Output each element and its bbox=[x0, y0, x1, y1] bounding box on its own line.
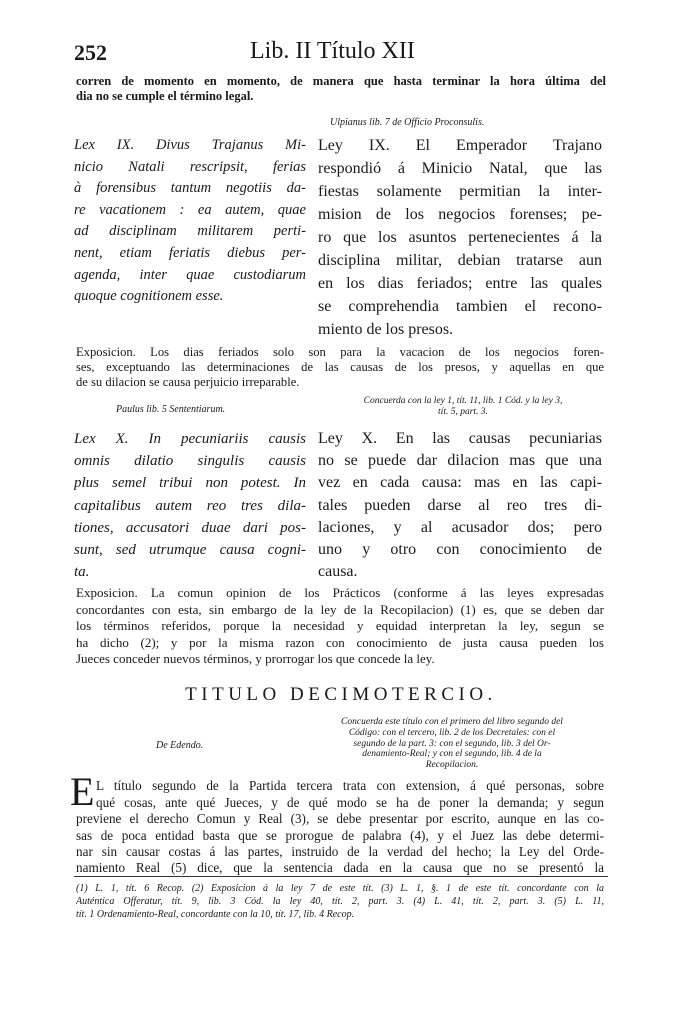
latin-line: agenda, inter quae custodiarum bbox=[74, 267, 306, 283]
footnote-line: Auténtica Offeratur, tít. 9, lib. 3 Cód. la ley 40, tít. 2, part. 3. (4) L. 41, tít. 2, part. 3. (5) L. 11, bbox=[76, 896, 604, 907]
title13-subject: De Edendo. bbox=[156, 740, 204, 751]
latin-line: sunt, sed utrumque causa cogni- bbox=[74, 542, 306, 558]
exposition-line: concordantes con esta, sin embargo de la ley de la Recopilacion) (1) es, que se deben dar bbox=[76, 602, 604, 617]
exposition-line: de su dilacion se causa perjuicio irreparable. bbox=[76, 375, 300, 389]
latin-line: plus semel tribui non potest. In bbox=[74, 475, 306, 491]
section-heading: TITULO DECIMOTERCIO. bbox=[185, 684, 497, 705]
exposition-line: Exposicion. La comun opinion de los Prácticos (conforme á las leyes expresadas bbox=[76, 585, 604, 600]
body-line: previene el derecho Comun y Real (3), se debe presentar por escrito, aunque en las co- bbox=[76, 811, 604, 826]
spanish-line: en los dias feriados; entre las quales bbox=[318, 275, 602, 292]
latin-line: ad disciplinam militarem perti- bbox=[74, 223, 306, 239]
concordance-line: Concuerda este título con el primero del libro segundo del bbox=[341, 717, 563, 727]
latin-line: Lex IX. Divus Trajanus Mi- bbox=[74, 137, 306, 153]
body-line: nar sin causar costas á las partes, instruido de la verdad del hecho; la Ley del Orde- bbox=[76, 844, 604, 859]
text-line: corren de momento en momento, de manera que hasta terminar la hora última del bbox=[76, 74, 606, 88]
spanish-line: miento de los presos. bbox=[318, 321, 454, 338]
running-title: Lib. II Título XII bbox=[250, 38, 415, 64]
law10-source: Paulus lib. 5 Sententiarum. bbox=[116, 404, 226, 415]
body-line: qué cosas, ante qué Jueces, y de qué modo se ha de poner la demanda; y segun bbox=[96, 795, 604, 810]
spanish-line: fiestas solamente permitian la inter- bbox=[318, 183, 602, 200]
footnote-divider bbox=[74, 876, 608, 877]
spanish-line: tales pueden darse al reo tres di- bbox=[318, 497, 602, 514]
concordance-line: Código: con el tercero, lib. 2 de los Decretales: con el bbox=[348, 727, 556, 738]
footnote-line: tít. 1 Ordenamiento-Real, concordante con la 10, tít. 17, lib. 4 Recop. bbox=[76, 909, 355, 920]
latin-line: à forensibus tantum negotiis da- bbox=[74, 180, 306, 196]
concordance-line: segundo de la part. 3: con el segundo, lib. 3 del Or- bbox=[353, 738, 551, 749]
concordance-line: Concuerda con la ley 1, tít. 11, lib. 1 Cód. y la ley 3, bbox=[363, 396, 563, 406]
latin-line: nicio Natali rescripsit, ferias bbox=[74, 159, 306, 175]
spanish-line: laciones, y al acusador dos; pero bbox=[318, 519, 602, 536]
spanish-line: no se puede dar dilacion mas que una bbox=[318, 452, 602, 469]
drop-cap: E bbox=[70, 769, 95, 814]
exposition-line: Exposicion. Los dias feriados solo son para la vacacion de los negocios foren- bbox=[76, 345, 604, 359]
exposition-line: ha dicho (2); y por la misma razon con conocimiento de justa causa pueden los bbox=[76, 635, 604, 650]
latin-line: capitalibus autem reo tres dila- bbox=[74, 498, 306, 514]
concordance-line: tít. 5, part. 3. bbox=[438, 407, 488, 417]
latin-line: re vacationem : ea autem, quae bbox=[74, 202, 306, 218]
concordance-line: Recopilacion. bbox=[425, 760, 479, 771]
spanish-line: Ley X. En las causas pecuniarias bbox=[318, 430, 602, 447]
text-line: dia no se cumple el término legal. bbox=[76, 89, 254, 103]
latin-line: quoque cognitionem esse. bbox=[74, 288, 224, 304]
spanish-line: causa. bbox=[318, 563, 358, 580]
footnote-line: (1) L. 1, tít. 6 Recop. (2) Exposicion á la ley 7 de este tít. (3) L. 1, §. 1 de este tít. concordante con la bbox=[76, 883, 604, 894]
spanish-line: Ley IX. El Emperador Trajano bbox=[318, 137, 602, 154]
exposition-line: ses, exceptuando las determinaciones de las causas de los presos, y aquellas en que bbox=[76, 360, 604, 374]
concordance-line: denamiento-Real; y con el segundo, lib. 4 de la bbox=[362, 749, 542, 760]
spanish-line: vez en cada causa: mas en las capi- bbox=[318, 474, 602, 491]
spanish-line: uno y otro con conocimiento de bbox=[318, 541, 602, 558]
spanish-line: ro que los asuntos pertenecientes á la bbox=[318, 229, 602, 246]
latin-line: tiones, accusatori duae dari pos- bbox=[74, 520, 306, 536]
latin-line: omnis dilatio singulis causis bbox=[74, 453, 306, 469]
title13-concordance bbox=[300, 717, 604, 771]
spanish-line: disciplina militar, debian tratarse aun bbox=[318, 252, 602, 269]
latin-line: Lex X. In pecuniariis causis bbox=[74, 431, 306, 447]
body-line: L título segundo de la Partida tercera trata con extension, á qué personas, sobre bbox=[96, 778, 604, 793]
exposition-line: Jueces conceder nuevos términos, y prorrogar los que concede la ley. bbox=[76, 651, 435, 666]
spanish-line: se comprehendia tambien el recono- bbox=[318, 298, 602, 315]
spanish-line: respondió á Minicio Natal, que las bbox=[318, 160, 602, 177]
law10-concordance bbox=[328, 396, 598, 418]
latin-line: ta. bbox=[74, 564, 90, 580]
latin-line: nent, etiam feriatis diebus per- bbox=[74, 245, 306, 261]
law9-source: Ulpianus lib. 7 de Officio Proconsulis. bbox=[330, 117, 485, 128]
body-line: sas de poca entidad basta que se prorogue de palabra (4), y el Juez las debe determi- bbox=[76, 828, 604, 843]
body-line: namiento Real (5) dice, que la sentencia dada en la causa que no se presentó la bbox=[76, 860, 604, 875]
page-number: 252 bbox=[74, 40, 107, 65]
spanish-line: mision de los negocios forenses; pe- bbox=[318, 206, 602, 223]
exposition-line: los términos referidos, porque la necesidad y equidad interpretan la ley, segun se bbox=[76, 618, 604, 633]
